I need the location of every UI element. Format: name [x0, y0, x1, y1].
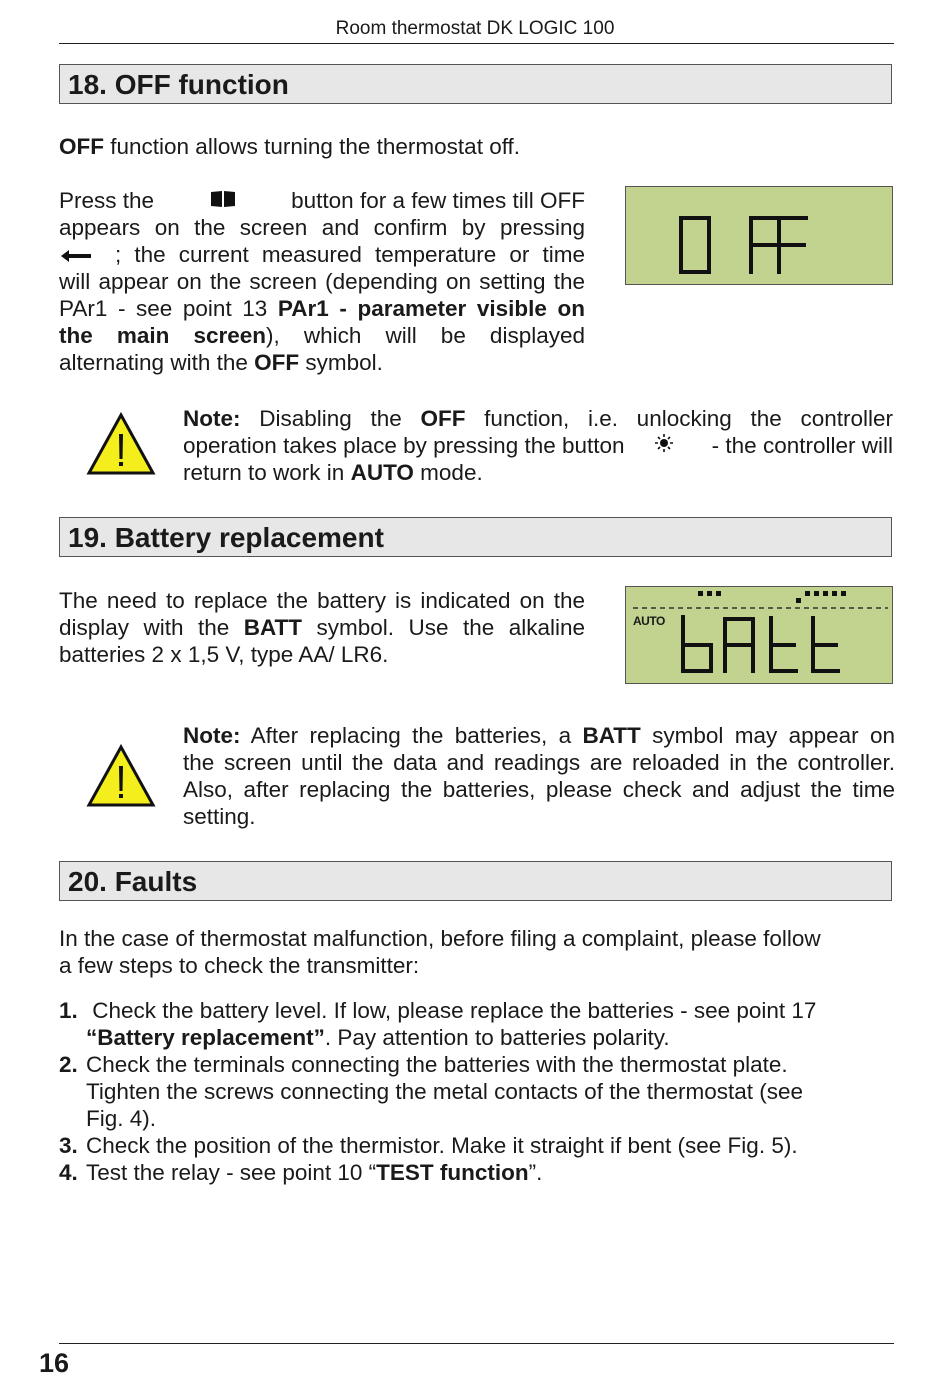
body-line-7: [59, 349, 585, 376]
displayed-text: ), which will be displayed: [266, 323, 585, 348]
note-19-line-2: the screen until the data and readings are reloaded in the controller.: [183, 750, 895, 775]
return-text: return to work in: [183, 460, 351, 485]
off-term: OFF: [59, 134, 104, 159]
list-number: 4.: [59, 1160, 78, 1185]
batt-bold: BATT: [243, 615, 303, 640]
section-19-heading-bar: [59, 517, 892, 557]
section-18-heading: 18. OFF function: [68, 69, 289, 100]
note-19-line-1: [183, 722, 895, 749]
lcd-auto-label: AUTO: [633, 614, 665, 628]
body-line-4: will appear on the screen (depending on setting the: [59, 269, 585, 294]
section-18-heading-bar: [59, 64, 892, 104]
s19-line-3: batteries 2 x 1,5 V, type AA/ LR6.: [59, 642, 389, 667]
list-item: [59, 1159, 894, 1186]
lcd-batt-segments: [626, 587, 892, 683]
s20-intro-line-1: In the case of thermostat malfunction, before filing a complaint, please follow: [59, 926, 821, 951]
section-19-body: [59, 587, 585, 668]
page-number: 16: [39, 1348, 70, 1378]
note-18-line-2-rest: - the controller will: [711, 433, 893, 458]
body-line-1: [59, 187, 585, 214]
polarity-text: . Pay attention to batteries polarity.: [324, 1025, 670, 1050]
symbol-text: symbol.: [299, 350, 383, 375]
note-label: Note:: [183, 406, 241, 431]
closing-quote: ”.: [528, 1160, 543, 1185]
note-19-text-c: symbol may appear on: [640, 723, 895, 748]
test-function-ref: TEST function: [376, 1160, 529, 1185]
list-item-line: Check the terminals connecting the batteries with the thermostat plate.: [86, 1052, 788, 1077]
measured-temp-text: ; the current measured temperature or time: [115, 242, 585, 267]
header-rule: [59, 43, 894, 44]
warning-triangle-icon: [86, 412, 156, 481]
note-19-line-4: setting.: [183, 804, 256, 829]
display-text: display with the: [59, 615, 244, 640]
note-19-line-3: Also, after replacing the batteries, please check and adjust the time: [183, 777, 895, 802]
par1-bold: PAr1 - parameter visible on: [277, 296, 585, 321]
footer-rule: [59, 1343, 894, 1344]
list-item: [59, 997, 894, 1051]
menu-book-icon: [210, 187, 236, 214]
test-relay-text: Test the relay - see point 10 “: [86, 1160, 377, 1185]
auto-bold: AUTO: [350, 460, 414, 485]
note-19-text-a: After replacing the batteries, a: [240, 723, 583, 748]
battery-replacement-ref: “Battery replacement”: [86, 1025, 325, 1050]
list-item-line: [86, 1024, 894, 1051]
note-18: [183, 405, 893, 486]
intro-text: function allows turning the thermostat off.: [104, 134, 521, 159]
main-screen-bold: the main screen: [59, 323, 267, 348]
s19-line-1: The need to replace the battery is indicated on the: [59, 588, 585, 613]
note-18-line-3: [183, 459, 893, 486]
note-18-text-c: function, i.e. unlocking the controller: [465, 406, 893, 431]
body-line-2: appears on the screen and confirm by pressing: [59, 215, 585, 240]
section-20-heading: 20. Faults: [68, 866, 198, 897]
par1-ref-text: PAr1 - see point 13: [59, 296, 278, 321]
list-item-line: [86, 1159, 894, 1186]
list-item-line: Check the position of the thermistor. Make it straight if bent (see Fig. 5).: [86, 1133, 798, 1158]
sun-moon-icon: [655, 432, 695, 459]
faults-list: [59, 997, 894, 1186]
list-item-line: Fig. 4).: [86, 1106, 157, 1131]
body-line-3: [59, 241, 585, 268]
list-number: 2.: [59, 1052, 78, 1077]
s20-intro-line-2: a few steps to check the transmitter:: [59, 953, 420, 978]
section-19-heading: 19. Battery replacement: [68, 522, 384, 553]
s19-line-2: [59, 614, 585, 641]
button-text: button for a few times till OFF: [291, 188, 585, 213]
note-18-text-a: Disabling the: [240, 406, 421, 431]
note-18-line-2-text: operation takes place by pressing the button: [183, 433, 625, 458]
section-18-intro: [59, 133, 894, 160]
warning-triangle-icon: [86, 744, 156, 813]
list-item: [59, 1132, 894, 1159]
body-line-6: [59, 322, 585, 349]
list-number: 3.: [59, 1133, 78, 1158]
list-item-line: Tighten the screws connecting the metal contacts of the thermostat (see: [86, 1079, 804, 1104]
lcd-off-display: [625, 186, 893, 285]
note-18-line-1: [183, 405, 893, 432]
list-item-line: Check the battery level. If low, please replace the batteries - see point 17: [86, 998, 817, 1023]
section-20-heading-bar: [59, 861, 892, 901]
mode-text: mode.: [413, 460, 483, 485]
off-bold: OFF: [254, 350, 300, 375]
note-19: [183, 722, 895, 830]
note-label: Note:: [183, 723, 241, 748]
off-bold: OFF: [420, 406, 466, 431]
press-the-text: Press the: [59, 188, 155, 213]
lcd-off-segments: [626, 187, 892, 284]
list-number: 1.: [59, 998, 78, 1023]
note-18-line-2: [183, 432, 893, 459]
batt-bold: BATT: [582, 723, 641, 748]
enter-arrow-icon: [59, 241, 93, 268]
list-item: [59, 1051, 894, 1132]
lcd-batt-display: [625, 586, 893, 684]
running-header: Room thermostat DK LOGIC 100: [335, 18, 615, 39]
alternating-text: alternating with the: [59, 350, 255, 375]
section-20-intro: [59, 925, 894, 979]
alkaline-text: symbol. Use the alkaline: [302, 615, 585, 640]
body-line-5: [59, 295, 585, 322]
section-18-body: [59, 187, 585, 376]
